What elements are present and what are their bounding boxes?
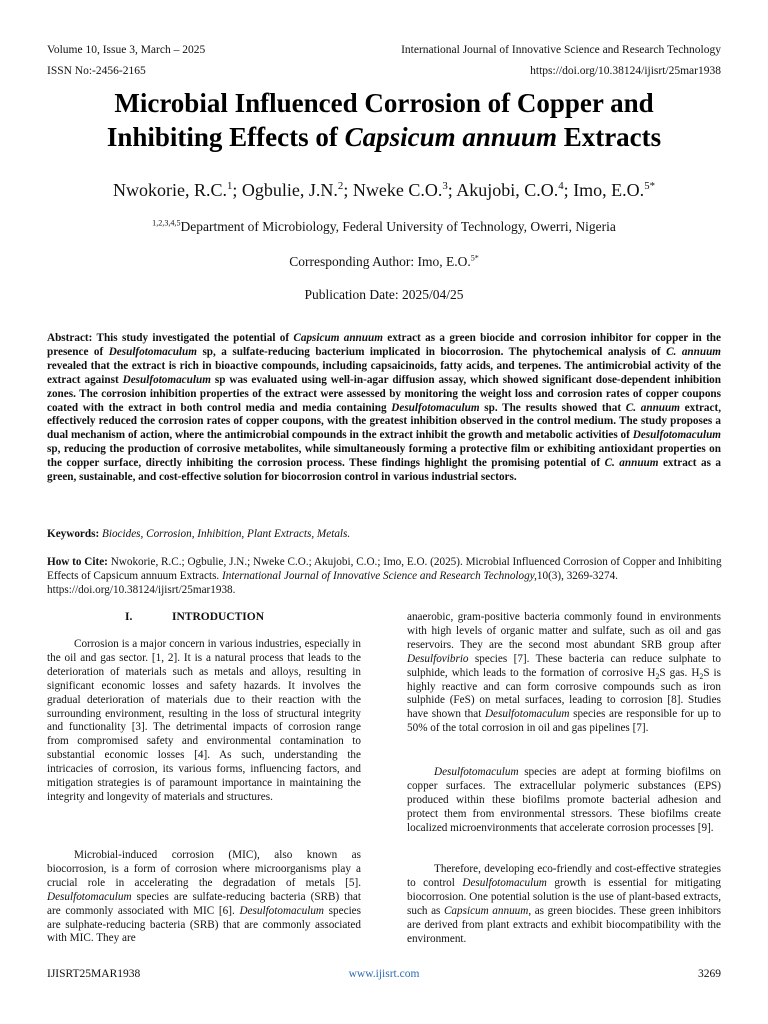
corresponding-author: Corresponding Author: Imo, E.O.$^{5*}$: [289, 253, 479, 269]
intro-paragraph-1: Corrosion is a major concern in various industries, especially in the oil and gas sector. [1, 2]. It is a natural process that leads to the deterioration of materials such as metals and alloys, resulting in significant economic losses and safety hazards. It involves the gradual deterioration of materials due to their reaction with the surrounding environment, resulting in the loss of structural integrity and functionality [3]. The detrimental impacts of corrosion range from compromised safety and environmental contamination to substantial economic losses [4]. As such, understanding the intricacies of corrosion, its various forms, influencing factors, and mitigation strategies is of paramount importance in maintaining the integrity and longevity of materials and structures.: [47, 638, 361, 803]
journal-name: International Journal of Innovative Science and Research Technology: [401, 44, 721, 56]
author: Akujobi, C.O.$^4$;: [456, 180, 574, 200]
title-text: Extracts: [556, 122, 662, 152]
publication-date: Publication Date: 2025/04/25: [304, 287, 464, 302]
intro-paragraph-4: Desulfotomaculum species are adept at forming biofilms on copper surfaces. The extracellular polymeric substances (EPS) produced within these biofilms promote bacterial adhesion and protect them from environmental stressors. These biofilms create localized microenvironments that accelerate corrosion processes [9].: [407, 766, 721, 834]
author: Nwokorie, R.C.$^1$;: [113, 180, 242, 200]
author: Ogbulie, J.N.$^2$;: [241, 180, 353, 200]
author: Imo, E.O.$^{5*}$: [573, 180, 655, 200]
footer-website-link[interactable]: www.ijisrt.com: [348, 968, 420, 980]
keywords: Keywords: Biocides, Corrosion, Inhibition, Plant Extracts, Metals.: [47, 528, 351, 540]
title-text: Inhibiting Effects of: [106, 122, 345, 152]
how-to-cite: How to Cite: Nwokorie, R.C.; Ogbulie, J.N.; Nweke C.O.; Akujobi, C.O.; Imo, E.O. (2025). Microbial Influenced Corrosion of Copper and Inhibiting Effects of Capsicum annuum Extracts. International Journal of Innovative Science and Research Technology,10(3), 3269-3274. https://doi.org/10.38124/ijisrt/25mar1938.: [47, 556, 722, 596]
footer-article-id: IJISRT25MAR1938: [47, 968, 141, 980]
paper-title-line1: Microbial Influenced Corrosion of Copper and: [114, 88, 654, 118]
paper-title-line2: [40, 120, 728, 154]
volume-issue: Volume 10, Issue 3, March – 2025: [47, 44, 206, 56]
author: Nweke C.O.$^3$;: [352, 180, 457, 200]
author-list: [40, 179, 728, 201]
abstract: Abstract: This study investigated the potential of Capsicum annuum extract as a green biocide and corrosion inhibitor for copper in the presence of Desulfotomaculum sp, a sulfate-reducing bacterium implicated in biocorrosion. The phytochemical analysis of C. annuum revealed that the extract is rich in bioactive compounds, including capsaicinoids, fatty acids, and terpenes. The antimicrobial activity of the extract against Desulfotomaculum sp was evaluated using well-in-agar diffusion assay, which showed significant dose-dependent inhibition zones. The corrosion inhibition properties of the extract were assessed by monitoring the weight loss and corrosion rates of copper coupons coated with the extract in both control media and media containing Desulfotomaculum sp. The results showed that C. annuum extract, effectively reduced the corrosion rates of copper coupons, with the greatest inhibition observed in the control medium. The study proposes a dual mechanism of action, where the antimicrobial compounds in the extract inhibit the growth and metabolic activities of Desulfotomaculum sp, reducing the production of corrosive metabolites, while simultaneously forming a protective film or exhibiting antioxidant properties on the copper surface, directly inhibiting the corrosion process. These findings highlight the promising potential of C. annuum extract as a green, sustainable, and cost-effective solution for biocorrosion control in various industrial sectors.: [47, 332, 721, 484]
intro-paragraph-2: Microbial-induced corrosion (MIC), also known as biocorrosion, is a form of corrosion where microorganisms play a crucial role in accelerating the degradation of metals [5]. Desulfotomaculum species are sulfate-reducing bacteria (SRB) that are commonly associated with MIC [6]. Desulfotomaculum species are sulphate-reducing bacteria (SRB) that are commonly associated with MIC. They are: [47, 849, 361, 945]
section-title: INTRODUCTION: [172, 611, 265, 623]
title-italic: Capsicum annuum: [344, 122, 557, 152]
section-number: I.: [125, 611, 133, 623]
doi-link[interactable]: https://doi.org/10.38124/ijisrt/25mar1938: [530, 65, 721, 77]
affiliation: $^{1,2,3,4,5}$Department of Microbiology, Federal University of Technology, Owerri, Nigeria: [152, 218, 616, 234]
intro-paragraph-3: anaerobic, gram-positive bacteria commonly found in environments with high levels of organic matter and sulfate, such as oil and gas reservoirs. They are the second most abundant SRB group after Desulfovibrio species [7]. These bacteria can reduce sulphate to sulphide, which leads to the formation of corrosive $H_2S$ gas. $H_2S$ is highly reactive and can form corrosive compounds such as iron sulphide (FeS) on metal surfaces, leading to corrosion [8]. Studies have shown that Desulfotomaculum species are responsible for up to 50% of the total corrosion in oil and gas pipelines [7].: [407, 611, 722, 735]
issn: ISSN No:-2456-2165: [47, 65, 146, 77]
page-number: 3269: [698, 968, 721, 980]
intro-paragraph-5: Therefore, developing eco-friendly and cost-effective strategies to control Desulfotomaculum growth is essential for mitigating biocorrosion. One potential solution is the use of plant-based extracts, such as Capsicum annuum, as green biocides. These green inhibitors are derived from plant extracts and exhibit biocompatibility with the environment.: [407, 863, 722, 945]
